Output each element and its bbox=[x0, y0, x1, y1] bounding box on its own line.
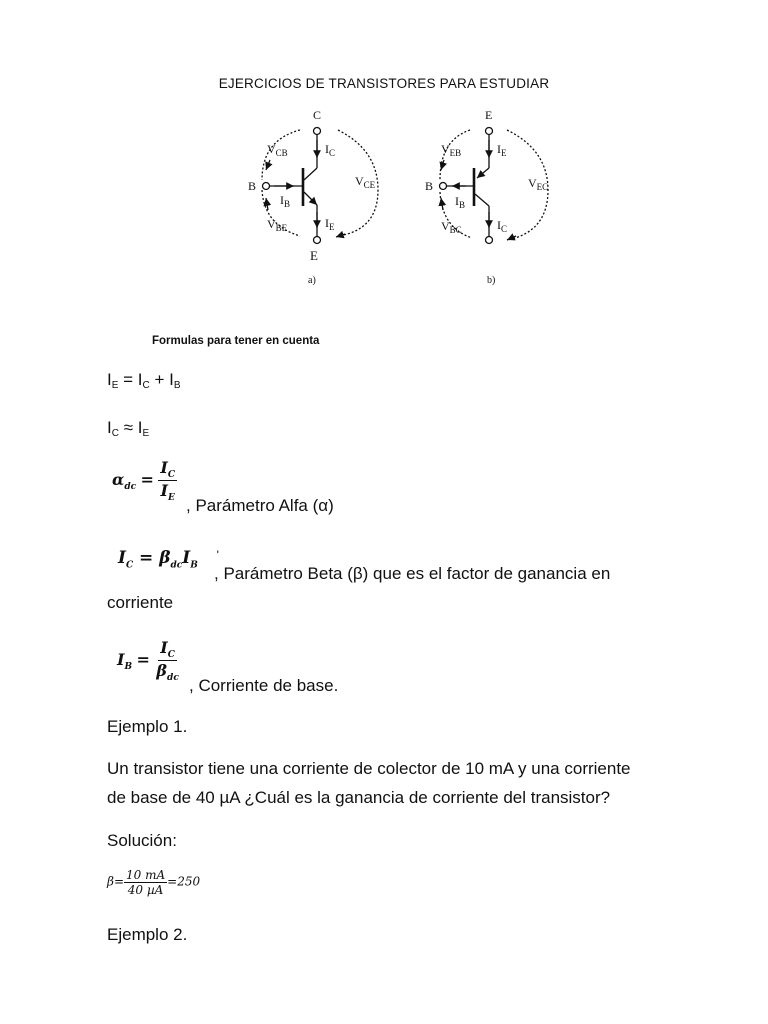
transistor-diagrams bbox=[0, 100, 768, 400]
svg-text:IB: $I_B$ bbox=[280, 193, 291, 209]
svg-text:VBE: $V_{BE}$ bbox=[267, 217, 288, 233]
equation-collector-approx: $I_C \approx I_E$ bbox=[107, 418, 150, 439]
diagram-b-labels bbox=[425, 108, 548, 286]
svg-text:IE: $I_E$ bbox=[325, 216, 335, 232]
svg-text:VEC: $V_{EC}$ bbox=[528, 176, 549, 192]
document-title: EJERCICIOS DE TRANSISTORES PARA ESTUDIAR bbox=[218, 76, 550, 91]
base-current-formula: $I_B$ = $\frac{I_C}{\beta_{dc}}$ bbox=[117, 638, 179, 684]
beta-formula: $I_C = \beta_{dc}I_B$ ' bbox=[118, 548, 219, 571]
terminal-b-label: B bbox=[425, 179, 434, 193]
svg-text:IC: $I_C$ bbox=[325, 142, 336, 158]
example-1-heading: Ejemplo 1. bbox=[107, 717, 188, 736]
solution-heading: Solución: bbox=[107, 831, 177, 850]
solution-formula: β= $\frac{10 mA}{\text{40 µA}}$ =250 bbox=[107, 868, 201, 897]
svg-text:IE: $I_E$ bbox=[497, 142, 507, 158]
svg-text:VEB: $V_{EB}$ bbox=[441, 142, 462, 158]
svg-text:VBC: $V_{BC}$ bbox=[441, 219, 462, 235]
terminal-e-label: E bbox=[310, 248, 318, 263]
example-1-text-line-2: de base de 40 µA ¿Cuál es la ganancia de corriente del transistor? bbox=[107, 788, 611, 807]
example-1-text-line-1: Un transistor tiene una corriente de colector de 10 mA y una corriente bbox=[107, 759, 631, 778]
terminal-e-label: E bbox=[485, 108, 493, 122]
svg-text:VCE: $V_{CE}$ bbox=[355, 174, 376, 190]
example-2-heading: Ejemplo 2. bbox=[107, 925, 188, 944]
equation-emitter-current: $I_E = I_C + I_B$ bbox=[107, 370, 181, 391]
beta-label: , Parámetro Beta (β) que es el factor de ganancia en bbox=[214, 564, 611, 583]
svg-text:VCB: $V_{CB}$ bbox=[267, 142, 288, 158]
svg-text:IC: $I_C$ bbox=[497, 218, 508, 234]
beta-label-continued: corriente bbox=[107, 593, 174, 612]
alpha-label: , Parámetro Alfa (α) bbox=[186, 496, 334, 515]
svg-text:IB: $I_B$ bbox=[455, 194, 466, 210]
diagram-a-labels bbox=[248, 108, 376, 286]
base-current-label: , Corriente de base. bbox=[189, 676, 339, 695]
formulas-heading: Formulas para tener en cuenta bbox=[152, 335, 320, 347]
terminal-b-label: B bbox=[248, 179, 257, 193]
caption-b: b) bbox=[487, 275, 496, 286]
terminal-c-label: C bbox=[313, 108, 322, 122]
caption-a: a) bbox=[308, 275, 316, 286]
alpha-formula: $\alpha_{dc}$ = $\frac{I_C}{I_E}$ bbox=[112, 458, 176, 504]
